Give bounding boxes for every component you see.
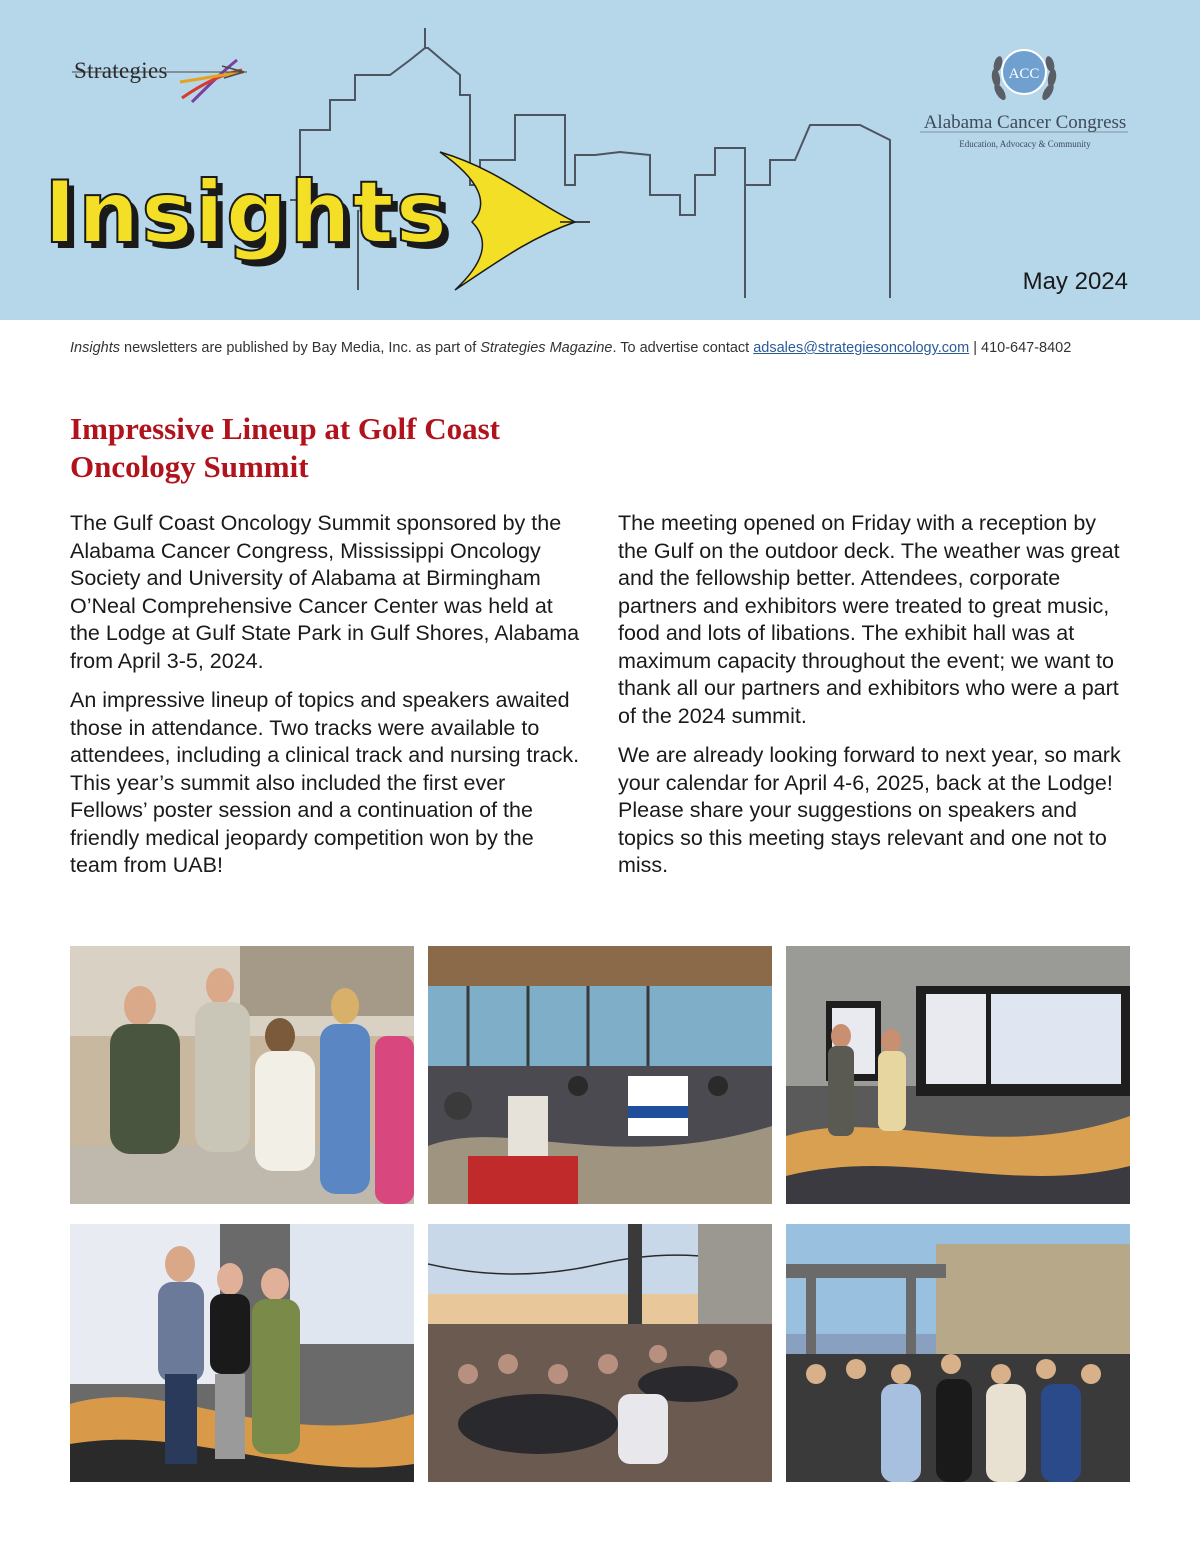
strategies-logo-text: Strategies — [74, 58, 168, 83]
article-title: Impressive Lineup at Golf Coast Oncology Summit — [70, 411, 501, 484]
article-paragraph: We are already looking forward to next year, so mark your calendar for April 4-6, 2025, back at the Lodge! Please share your suggestions on speakers and topics so this meeting stays relevant and one not to miss. — [618, 743, 1121, 877]
insights-title: Insights — [44, 163, 449, 263]
publication-info-line — [70, 340, 1071, 356]
acc-organization-name: Alabama Cancer Congress — [923, 112, 1127, 133]
article-paragraph: An impressive lineup of topics and speakers awaited those in attendance. Two tracks were available to attendees, including a clinical track and nursing track. This year’s summit also included the first ever Fellows’ poster session and a continuation of the friendly medical jeopardy competition won by the team from UAB! — [70, 688, 580, 877]
publication-text-c: | 410-647-8402 — [969, 340, 1072, 356]
photo-exhibit-hall — [428, 946, 772, 1204]
photo-gallery — [70, 946, 1130, 1482]
photo-poster-session — [786, 946, 1130, 1204]
article-column-left — [70, 510, 580, 892]
publication-title: Insights — [70, 340, 120, 356]
photo-reception-crowd — [70, 946, 414, 1204]
issue-date: May 2024 — [1022, 268, 1128, 295]
publication-text-b: . To advertise contact — [612, 340, 754, 356]
photo-fellows-poster — [70, 1224, 414, 1482]
acc-tagline: Education, Advocacy & Community — [959, 139, 1091, 149]
publication-text-a: newsletters are published by Bay Media, Inc. as part of — [119, 340, 481, 356]
newsletter-header — [0, 0, 1200, 320]
insights-masthead — [44, 150, 604, 290]
advertising-email-link[interactable]: adsales@strategiesoncology.com — [753, 340, 970, 356]
article-paragraph: The meeting opened on Friday with a reception by the Gulf on the outdoor deck. The weather was great and the fellowship better. Attendees, corporate partners and exhibitors were treated to great music, food and lots of libations. The exhibit hall was at maximum capacity throughout the event; we want to thank all our partners and exhibitors who were a part of the 2024 summit. — [618, 511, 1120, 728]
photo-deck-reception — [786, 1224, 1130, 1482]
article-paragraph: The Gulf Coast Oncology Summit sponsored by the Alabama Cancer Congress, Mississippi Oncology Society and University of Alabama at Birmingham O’Neal Comprehensive Cancer Center was held at the Lodge at Gulf State Park in Gulf Shores, Alabama from April 3-5, 2024. — [70, 511, 580, 673]
photo-outdoor-dinner — [428, 1224, 772, 1482]
acc-emblem-text: ACC — [1008, 66, 1040, 82]
magazine-name: Strategies Magazine — [480, 340, 613, 356]
article-column-right — [618, 510, 1128, 892]
